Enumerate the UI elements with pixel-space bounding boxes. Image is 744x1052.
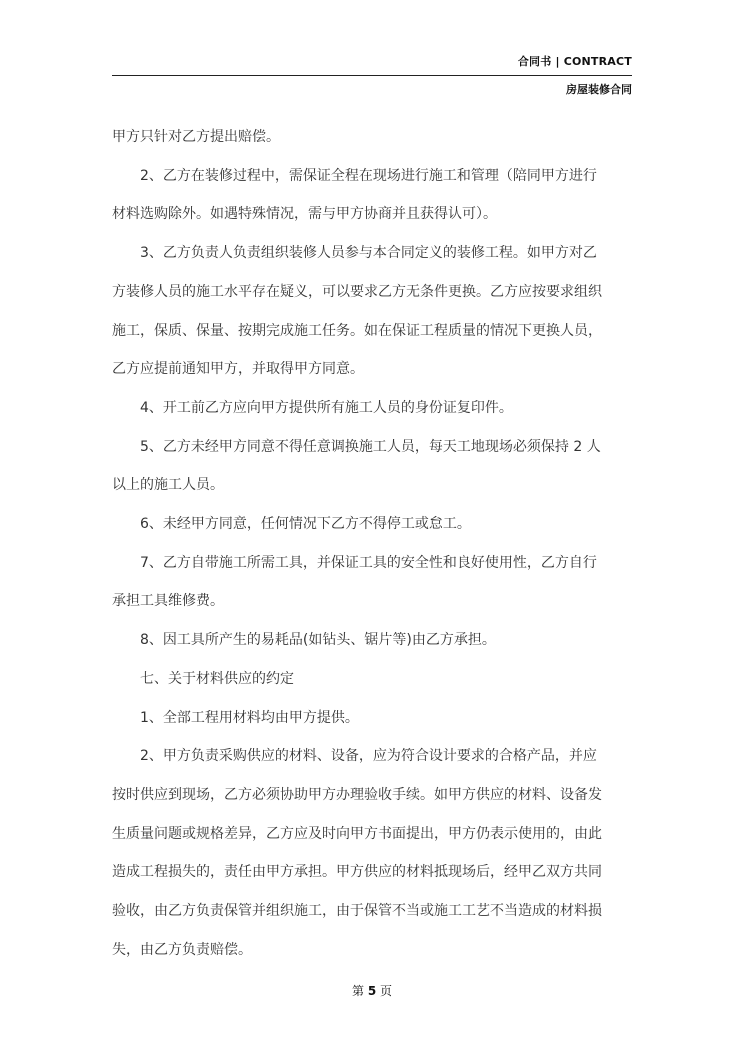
header-subtitle: 房屋装修合同 bbox=[566, 83, 632, 96]
text-line: 七、关于材料供应的约定 bbox=[140, 670, 294, 687]
text-line: 甲方只针对乙方提出赔偿。 bbox=[112, 129, 280, 145]
text-line: 造成工程损失的，责任由甲方承担。甲方供应的材料抵现场后，经甲乙双方共同 bbox=[112, 864, 602, 881]
text-line: 2、甲方负责采购供应的材料、设备，应为符合设计要求的合格产品，并应 bbox=[140, 748, 597, 765]
page-footer bbox=[0, 982, 744, 999]
text-line: 乙方应提前通知甲方，并取得甲方同意。 bbox=[112, 361, 364, 378]
text-line: 7、乙方自带施工所需工具，并保证工具的安全性和良好使用性，乙方自行 bbox=[140, 554, 597, 571]
text-line: 失，由乙方负责赔偿。 bbox=[112, 941, 252, 958]
text-line: 5、乙方未经甲方同意不得任意调换施工人员，每天工地现场必须保持 2 人 bbox=[140, 438, 601, 455]
text-line: 按时供应到现场，乙方必须协助甲方办理验收手续。如甲方供应的材料、设备发 bbox=[112, 786, 602, 803]
header-rule bbox=[112, 75, 632, 76]
header-title: 合同书 | CONTRACT bbox=[517, 55, 632, 68]
text-line: 施工，保质、保量、按期完成施工任务。如在保证工程质量的情况下更换人员， bbox=[112, 322, 602, 339]
document-body bbox=[112, 118, 634, 969]
text-line: 承担工具维修费。 bbox=[112, 593, 224, 610]
text-line: 4、开工前乙方应向甲方提供所有施工人员的身份证复印件。 bbox=[140, 399, 513, 416]
text-line: 8、因工具所产生的易耗品(如钻头、锯片等)由乙方承担。 bbox=[140, 632, 496, 649]
text-line: 方装修人员的施工水平存在疑义，可以要求乙方无条件更换。乙方应按要求组织 bbox=[112, 283, 602, 300]
text-line: 生质量问题或规格差异，乙方应及时向甲方书面提出，甲方仍表示使用的，由此 bbox=[112, 825, 602, 842]
text-line: 材料选购除外。如遇特殊情况，需与甲方协商并且获得认可）。 bbox=[112, 206, 497, 223]
text-line: 验收，由乙方负责保管并组织施工，由于保管不当或施工工艺不当造成的材料损 bbox=[112, 903, 602, 920]
page-suffix: 页 bbox=[380, 984, 393, 998]
text-line: 3、乙方负责人负责组织装修人员参与本合同定义的装修工程。如甲方对乙 bbox=[140, 245, 597, 262]
page-prefix: 第 bbox=[351, 984, 364, 998]
text-line: 以上的施工人员。 bbox=[112, 477, 224, 494]
page-number: 5 bbox=[367, 984, 377, 998]
text-line: 6、未经甲方同意，任何情况下乙方不得停工或怠工。 bbox=[140, 516, 471, 533]
text-line: 1、全部工程用材料均由甲方提供。 bbox=[140, 709, 359, 726]
text-line: 2、乙方在装修过程中，需保证全程在现场进行施工和管理（陪同甲方进行 bbox=[140, 167, 597, 184]
